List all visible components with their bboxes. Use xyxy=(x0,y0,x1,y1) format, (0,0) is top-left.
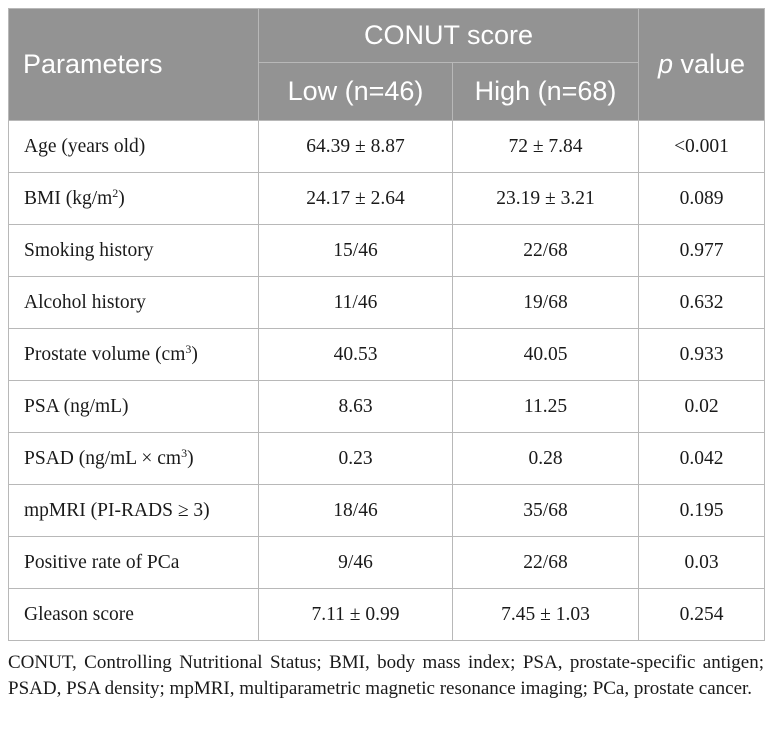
p-italic: p xyxy=(657,49,673,79)
parameter-cell xyxy=(9,485,259,537)
p-value-cell: 0.632 xyxy=(639,277,765,329)
parameter-cell xyxy=(9,537,259,589)
parameter-label: BMI (kg/m xyxy=(24,187,113,209)
p-value-rest: value xyxy=(672,49,746,79)
table-row xyxy=(9,485,765,537)
high-value-cell: 22/68 xyxy=(453,225,639,277)
high-value-cell: 19/68 xyxy=(453,277,639,329)
low-value-cell: 18/46 xyxy=(259,485,453,537)
parameter-cell xyxy=(9,225,259,277)
p-value-cell: 0.02 xyxy=(639,381,765,433)
table-row xyxy=(9,329,765,381)
table-body xyxy=(9,121,765,641)
table-row xyxy=(9,277,765,329)
p-value-cell: 0.254 xyxy=(639,589,765,641)
table-row xyxy=(9,225,765,277)
p-value-cell: 0.933 xyxy=(639,329,765,381)
high-value-cell: 22/68 xyxy=(453,537,639,589)
table-row xyxy=(9,433,765,485)
parameter-cell xyxy=(9,277,259,329)
p-value-cell: 0.977 xyxy=(639,225,765,277)
p-value-cell: 0.089 xyxy=(639,173,765,225)
conut-score-header: CONUT score xyxy=(259,9,639,63)
high-value-cell: 23.19 ± 3.21 xyxy=(453,173,639,225)
high-value-cell: 40.05 xyxy=(453,329,639,381)
parameter-cell xyxy=(9,121,259,173)
parameter-suffix: ) xyxy=(187,447,194,469)
parameter-superscript: 2 xyxy=(112,185,119,200)
parameters-header: Parameters xyxy=(9,9,259,121)
parameter-label: Positive rate of PCa xyxy=(24,551,180,573)
high-value-cell: 11.25 xyxy=(453,381,639,433)
parameter-label: Age (years old) xyxy=(24,135,146,157)
high-value-cell: 35/68 xyxy=(453,485,639,537)
parameter-cell xyxy=(9,173,259,225)
parameter-label: PSA (ng/mL) xyxy=(24,395,129,417)
low-value-cell: 11/46 xyxy=(259,277,453,329)
parameter-label: mpMRI (PI-RADS ≥ 3) xyxy=(24,499,210,521)
low-group-header: Low (n=46) xyxy=(259,63,453,121)
p-value-cell: 0.042 xyxy=(639,433,765,485)
parameter-cell xyxy=(9,329,259,381)
low-value-cell: 15/46 xyxy=(259,225,453,277)
high-group-header: High (n=68) xyxy=(453,63,639,121)
table-row xyxy=(9,381,765,433)
low-value-cell: 24.17 ± 2.64 xyxy=(259,173,453,225)
low-value-cell: 64.39 ± 8.87 xyxy=(259,121,453,173)
p-value-cell: <0.001 xyxy=(639,121,765,173)
parameter-suffix: ) xyxy=(118,187,125,209)
parameter-superscript: 3 xyxy=(185,341,192,356)
table-row xyxy=(9,589,765,641)
table-footnote: CONUT, Controlling Nutritional Status; BMI, body mass index; PSA, prostate-specific antigen; PSAD, PSA density; mpMRI, multiparametric magnetic resonance imaging; PCa, prostate cancer. xyxy=(8,652,764,699)
table-header xyxy=(9,9,765,121)
parameter-cell xyxy=(9,433,259,485)
parameter-label: Gleason score xyxy=(24,603,134,625)
parameter-label: Smoking history xyxy=(24,239,154,261)
conut-table xyxy=(8,8,765,641)
low-value-cell: 7.11 ± 0.99 xyxy=(259,589,453,641)
parameter-suffix: ) xyxy=(191,343,198,365)
high-value-cell: 72 ± 7.84 xyxy=(453,121,639,173)
p-value-cell: 0.195 xyxy=(639,485,765,537)
parameter-cell xyxy=(9,381,259,433)
low-value-cell: 40.53 xyxy=(259,329,453,381)
high-value-cell: 7.45 ± 1.03 xyxy=(453,589,639,641)
p-value-header xyxy=(639,9,765,121)
parameter-label: PSAD (ng/mL × cm xyxy=(24,447,182,469)
parameter-label: Alcohol history xyxy=(24,291,146,313)
table-row xyxy=(9,121,765,173)
p-value-cell: 0.03 xyxy=(639,537,765,589)
low-value-cell: 9/46 xyxy=(259,537,453,589)
table-row xyxy=(9,173,765,225)
low-value-cell: 0.23 xyxy=(259,433,453,485)
table-row xyxy=(9,537,765,589)
parameter-superscript: 3 xyxy=(181,445,188,460)
low-value-cell: 8.63 xyxy=(259,381,453,433)
parameter-label: Prostate volume (cm xyxy=(24,343,186,365)
high-value-cell: 0.28 xyxy=(453,433,639,485)
parameter-cell xyxy=(9,589,259,641)
table-container xyxy=(8,8,764,641)
